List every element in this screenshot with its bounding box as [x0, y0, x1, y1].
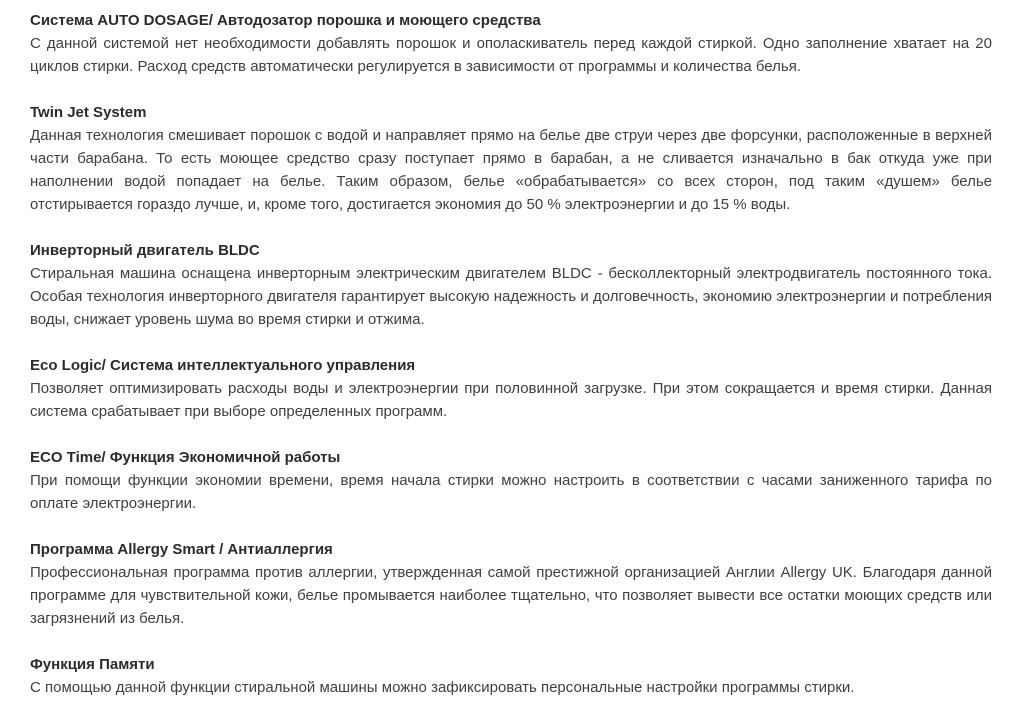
feature-inverter-motor: [30, 239, 992, 331]
feature-list: [30, 9, 992, 722]
feature-auto-dosage: [30, 9, 992, 78]
feature-title: Программа Allergy Smart / Антиаллергия: [30, 541, 333, 558]
feature-description: Стиральная машина оснащена инверторным электрическим двигателем BLDC - бесколлекторный электродвигатель постоянного тока. Особая технология инверторного двигателя гарантирует высокую надежность и долговечность, экономию электроэнергии и потребления воды, снижает уровень шума во время стирки и отжима.: [30, 265, 992, 328]
feature-description: Позволяет оптимизировать расходы воды и электроэнергии при половинной загрузке. При этом сокращается и время стирки. Данная система срабатывает при выборе определенных программ.: [30, 380, 992, 420]
feature-title: Функция Памяти: [30, 656, 155, 673]
feature-memory: [30, 653, 992, 699]
feature-description: Профессиональная программа против аллергии, утвержденная самой престижной организацией Англии Allergy UK. Благодаря данной программе для чувствительной кожи, белье промывается наиболее тщательно, что позволяет вывести все остатки моющих средств или загрязнений из белья.: [30, 564, 992, 627]
feature-title: Eco Logic/ Система интеллектуального управления: [30, 357, 416, 374]
feature-description: С данной системой нет необходимости добавлять порошок и ополаскиватель перед каждой стиркой. Одно заполнение хватает на 20 циклов стирки. Расход средств автоматически регулируется в зависимости от программы и количества белья.: [30, 35, 992, 75]
feature-title: Twin Jet System: [30, 104, 147, 121]
feature-eco-time: [30, 446, 992, 515]
feature-twin-jet: [30, 101, 992, 216]
feature-eco-logic: [30, 354, 992, 423]
feature-description: С помощью данной функции стиральной машины можно зафиксировать персональные настройки программы стирки.: [30, 679, 855, 696]
feature-description: Данная технология смешивает порошок с водой и направляет прямо на белье две струи через две форсунки, расположенные в верхней части барабана. То есть моющее средство сразу поступает прямо в барабан, а не сливается изначально в бак откуда уже при наполнении водой попадает на белье. Таким образом, белье «обрабатывается» со всех сторон, под таким «душем» белье отстирывается гораздо лучше, и, кроме того, достигается экономия до 50 % электроэнергии и до 15 % воды.: [30, 127, 992, 213]
feature-allergy-smart: [30, 538, 992, 630]
feature-title: ECO Time/ Функция Экономичной работы: [30, 449, 341, 466]
feature-title: Инверторный двигатель BLDC: [30, 242, 260, 259]
feature-description: При помощи функции экономии времени, время начала стирки можно настроить в соответствии с часами заниженного тарифа по оплате электроэнергии.: [30, 472, 992, 512]
feature-title: Система AUTO DOSAGE/ Автодозатор порошка и моющего средства: [30, 12, 541, 29]
